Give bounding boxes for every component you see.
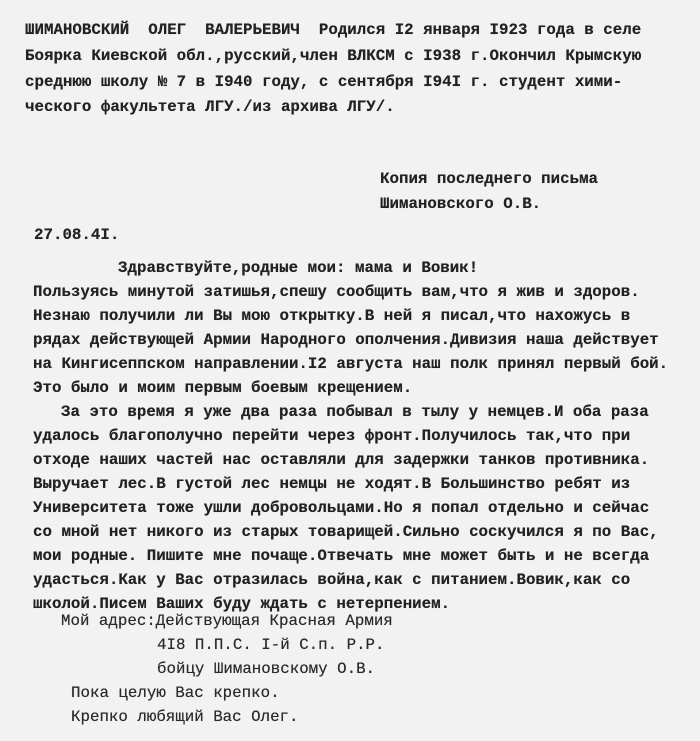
biography-line: среднюю школу № 7 в I940 году, с сентября I94I г. студент хими- [25, 73, 623, 91]
address-label-line: Мой адрес:Действующая Красная Армия [61, 612, 393, 630]
letter-line: Незнаю получили ли Вы мою открытку.В ней я писал,что нахожусь в [33, 307, 631, 325]
letter-line: Выручает лес.В густой лес немцы не ходят.В Большинство ребят из [33, 475, 631, 493]
letter-line: со мной нет никого из старых товарищей.Сильно соскучился я по Вас, [33, 523, 659, 541]
letter-line: рядах действующей Армии Народного ополчения.Дивизия наша действует [33, 331, 659, 349]
letter-line: на Кингисеппском направлении.I2 августа наш полк принял первый бой. [33, 355, 669, 373]
letter-line: удалось благополучно перейти через фронт.Получилось так,что при [33, 427, 631, 445]
letter-greeting: Здравствуйте,родные мои: мама и Вовик! [118, 259, 479, 277]
address-recipient-line: бойцу Шимановскому О.В. [157, 660, 376, 678]
biography-line: ческого факультета ЛГУ./из архива ЛГУ/. [25, 98, 395, 116]
letter-line: Университета тоже ушли добровольцами.Но я попал отдельно и сейчас [33, 499, 650, 517]
letter-line: Это было и моим первым боевым крещением. [33, 379, 413, 397]
letter-date: 27.08.4I. [34, 226, 120, 244]
letter-line: школой.Писем Ваших буду ждать с нетерпением. [33, 595, 451, 613]
letter-line: За это время я уже два раза побывал в тылу у немцев.И оба раза [61, 403, 649, 421]
letter-line: отходе наших частей нас оставляли для задержки танков противника. [33, 451, 650, 469]
copy-caption-line: Копия последнего письма [380, 170, 599, 188]
address-unit-line: 4I8 П.П.С. I-й С.п. Р.Р. [157, 636, 385, 654]
letter-line: удасться.Как у Вас отразилась война,как с питанием.Вовик,как со [33, 571, 631, 589]
closing-line: Пока целую Вас крепко. [71, 684, 280, 702]
copy-caption-line: Шимановского О.В. [380, 195, 542, 213]
letter-line: мои родные. Пишите мне почаще.Отвечать мне может быть и не всегда [33, 547, 650, 565]
biography-line: ШИМАНОВСКИЙ ОЛЕГ ВАЛЕРЬЕВИЧ Родился I2 января I923 года в селе [25, 21, 642, 39]
letter-line: Пользуясь минутой затишья,спешу сообщить вам,что я жив и здоров. [33, 283, 640, 301]
signature-line: Крепко любящий Вас Олег. [71, 708, 299, 726]
biography-line: Боярка Киевской обл.,русский,член ВЛКСМ с I938 г.Окончил Крымскую [25, 47, 642, 65]
